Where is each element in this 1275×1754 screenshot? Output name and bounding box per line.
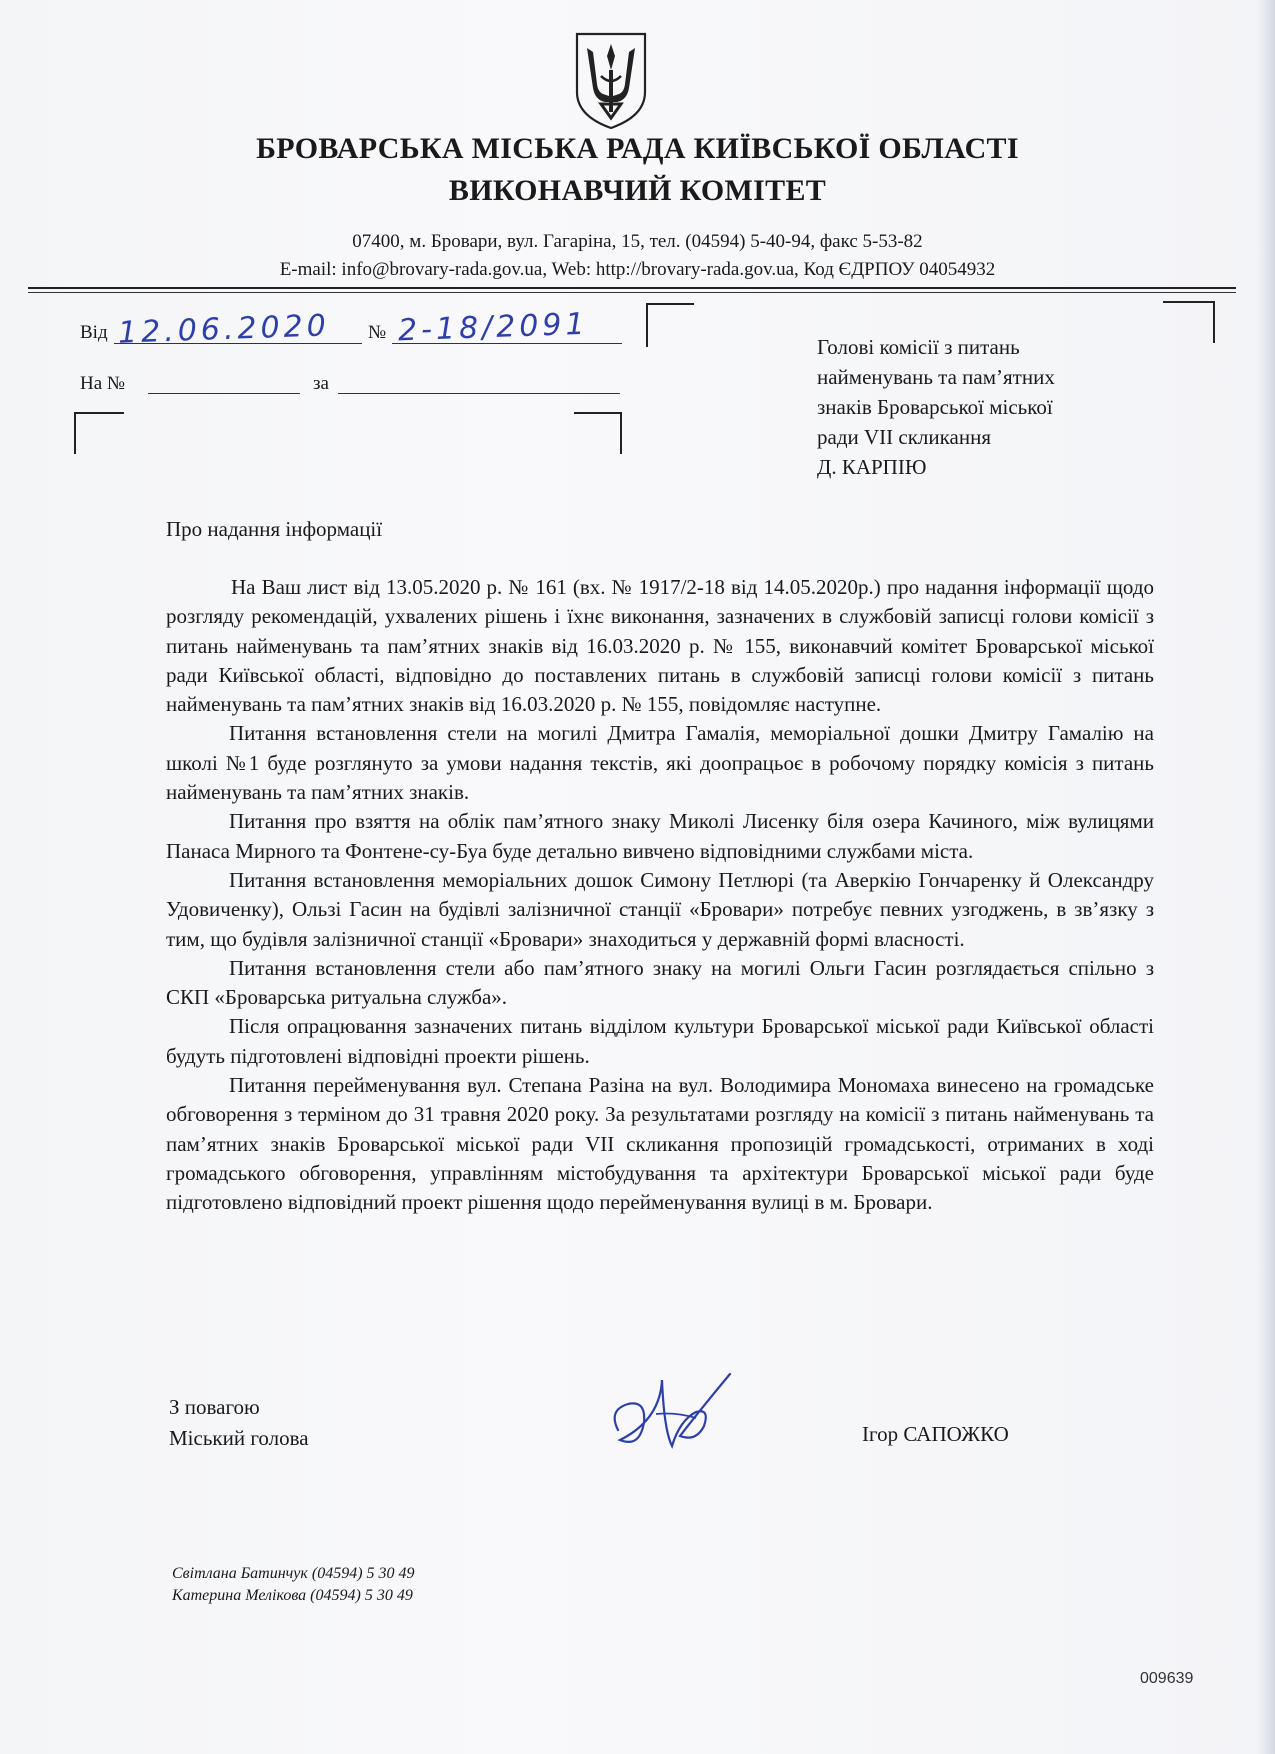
signer-name: Ігор САПОЖКО xyxy=(862,1422,1009,1446)
executor-line: Світлана Батинчук (04594) 5 30 49 xyxy=(172,1565,415,1582)
body-paragraph: На Ваш лист від 13.05.2020 р. № 161 (вх. № 1917/2-18 від 14.05.2020р.) про надання інформації щодо розгляду рекомендацій, ухвалених рішень і їхнє виконання, зазначених в службовій записці голови комісії з питань найменувань та пам’ятних знаків від 16.03.2020 р. № 155, виконавчий комітет Броварської міської ради Київської області, відповідно до поставлених питань в службовій записці голови комісії з питань найменувань та пам’ятних знаків від 16.03.2020 р. № 155, повідомляє наступне. xyxy=(166,575,1154,717)
handwritten-signature xyxy=(600,1360,740,1460)
executor-line: Катерина Мелікова (04594) 5 30 49 xyxy=(172,1587,413,1604)
reply-date-label: за xyxy=(313,373,329,394)
addressee-line: найменувань та пам’ятних xyxy=(817,365,1055,389)
reply-date-line xyxy=(338,393,620,394)
executors-block xyxy=(172,1563,415,1607)
addressee-line: ради VII скликання xyxy=(817,425,991,449)
corner-mark xyxy=(74,412,124,454)
contacts-line: E-mail: info@brovary-rada.gov.ua, Web: http://brovary-rada.gov.ua, Код ЄДРПОУ 04054932 xyxy=(279,259,996,280)
addressee-line: Д. КАРПІЮ xyxy=(817,455,927,479)
body-paragraph: Питання встановлення стели або пам’ятного знаку на могилі Ольги Гасин розглядається спільно з СКП «Броварська ритуальна служба». xyxy=(166,955,1154,1010)
document-number: 009639 xyxy=(1140,1670,1194,1687)
header-rule xyxy=(28,287,1236,289)
closing-block xyxy=(169,1392,309,1454)
addressee-line: знаків Броварської міської xyxy=(817,395,1053,419)
committee-name: ВИКОНАВЧИЙ КОМІТЕТ xyxy=(448,174,827,207)
body-paragraph: Питання про взяття на облік пам’ятного знаку Миколі Лисенку біля озера Качиного, між вулицями Панаса Мирного та Фонтене-су-Буа буде детально вивчено відповідними службами міста. xyxy=(166,809,1154,863)
from-label: Від xyxy=(80,322,108,343)
number-label: № xyxy=(368,322,387,343)
signer-position: Міський голова xyxy=(169,1426,309,1450)
body-paragraph: Після опрацювання зазначених питань відділом культури Броварської міської ради Київської області будуть підготовлені відповідні проекти рішень. xyxy=(166,1014,1154,1068)
letter-body xyxy=(166,573,1154,1218)
regards-text: З повагою xyxy=(169,1395,260,1419)
body-paragraph: Питання встановлення меморіальних дошок Симону Петлюрі (та Аверкію Гончаренку й Олександру Удовиченку), Ользі Гасин на будівлі залізничної станції «Бровари» потребує певних узгоджень, в зв’язку з тим, що будівля залізничної станції «Бровари» знаходиться у державній формі власності. xyxy=(166,867,1154,951)
addressee-line: Голові комісії з питань xyxy=(817,335,1020,359)
reply-label: На № xyxy=(80,373,126,394)
from-date-handwritten: 12.06.2020 xyxy=(117,308,331,351)
number-handwritten: 2-18/2091 xyxy=(397,306,590,349)
addressee-block xyxy=(817,332,1207,482)
letterhead-contacts xyxy=(0,228,1275,284)
address-line: 07400, м. Бровари, вул. Гагаріна, 15, тел. (04594) 5-40-94, факс 5-53-82 xyxy=(352,231,923,252)
corner-mark xyxy=(574,412,622,454)
corner-mark xyxy=(646,303,694,347)
body-paragraph: Питання перейменування вул. Степана Разіна на вул. Володимира Мономаха винесено на громадське обговорення з терміном до 31 травня 2020 року. За результатами розгляду на комісії з питань найменувань та пам’ятних знаків Броварської міської ради VII скликання пропозицій громадськості, отриманих в ході громадського обговорення, управлінням містобудування та архітектури Броварської міської ради буде підготовлено відповідний проект рішення щодо перейменування вулиці в м. Бровари. xyxy=(166,1073,1154,1215)
body-paragraph: Питання встановлення стели на могилі Дмитра Гамалія, меморіальної дошки Дмитру Гамалію на школі №1 буде розглянуто за умови надання текстів, які доопрацьоє в робочому порядку комісія з питань найменувань та пам’ятних знаків. xyxy=(166,721,1154,805)
letter-subject: Про надання інформації xyxy=(166,517,383,541)
trident-emblem-icon xyxy=(571,30,651,130)
council-name: БРОВАРСЬКА МІСЬКА РАДА КИЇВСЬКОЇ ОБЛАСТІ xyxy=(256,132,1019,165)
header-rule-thin xyxy=(28,292,1236,293)
reply-number-line xyxy=(148,393,300,394)
